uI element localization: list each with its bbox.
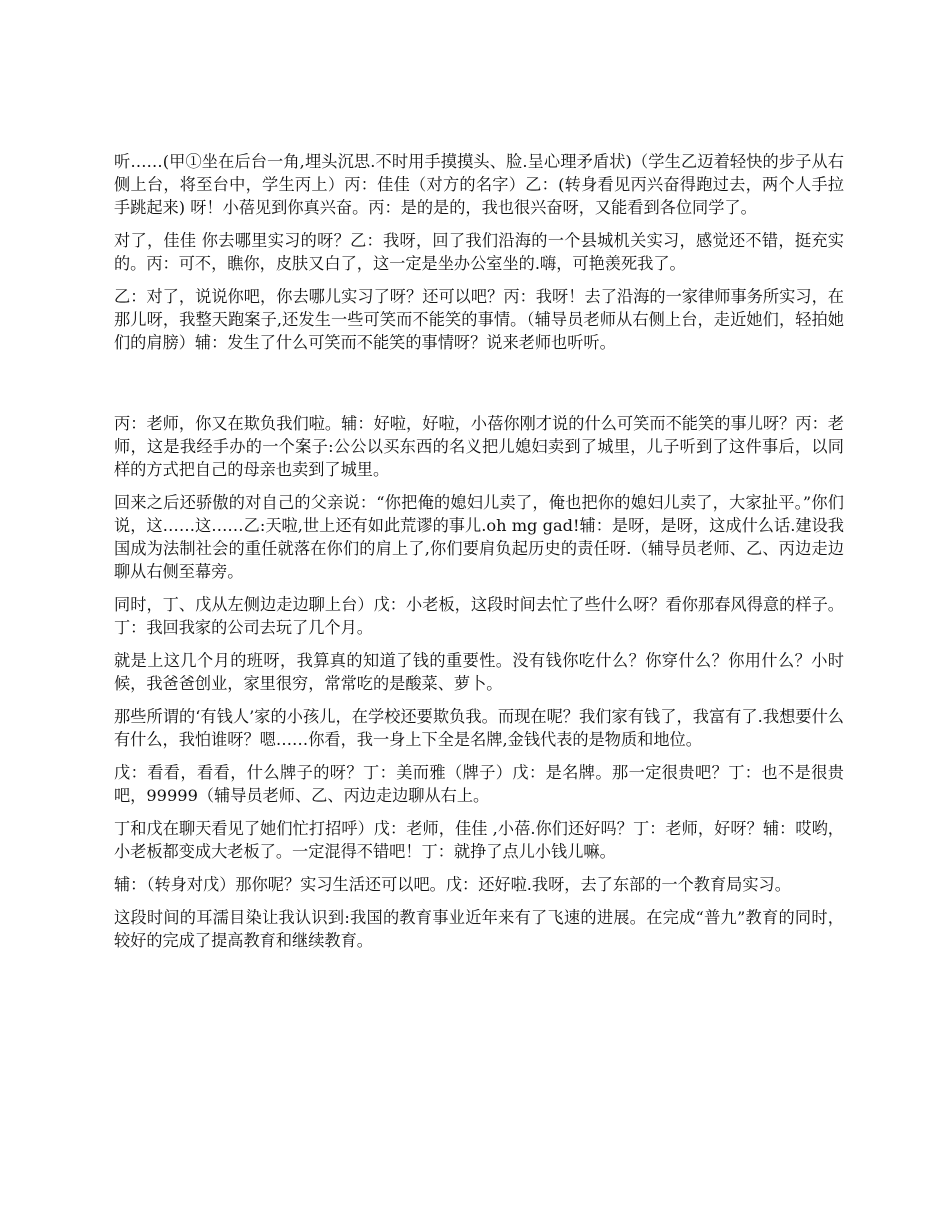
document-page xyxy=(114,150,844,962)
paragraph: 辅：（转身对戊）那你呢？实习生活还可以吧。戊：还好啦.我呀，去了东部的一个教育局实习。 xyxy=(114,875,791,894)
paragraph: 丁和戊在聊天看见了她们忙打招呼）戊：老师，佳佳 ,小蓓.你们还好吗？丁：老师，好呀？辅：哎哟，小老板都变成大老板了。一定混得不错吧！丁：就挣了点儿小钱儿嘛。 xyxy=(114,819,844,861)
paragraph: 回来之后还骄傲的对自己的父亲说：“你把俺的媳妇儿卖了，俺也把你的媳妇儿卖了，大家扯平。”你们说，这……这……乙:天啦,世上还有如此荒谬的事儿.oh mg gad!辅：是呀，是呀，这成什么话.建设我国成为法制社会的重任就落在你们的肩上了,你们要肩负起历史的责任呀.（辅导员老师、乙、丙边走边聊从右侧至幕旁。 xyxy=(114,493,844,581)
paragraph: 就是上这几个月的班呀，我算真的知道了钱的重要性。没有钱你吃什么？你穿什么？你用什么？小时候，我爸爸创业，家里很穷，常常吃的是酸菜、萝卜。 xyxy=(114,651,844,693)
paragraph: 对了，佳佳 你去哪里实习的呀？乙：我呀，回了我们沿海的一个县城机关实习，感觉还不错，挺充实的。丙：可不，瞧你，皮肤又白了，这一定是坐办公室坐的.嗨，可艳羡死我了。 xyxy=(114,231,844,273)
paragraph: 那些所谓的‘有钱人’家的小孩儿，在学校还要欺负我。而现在呢？我们家有钱了，我富有了.我想要什么有什么，我怕谁呀？嗯……你看，我一身上下全是名牌,金钱代表的是物质和地位。 xyxy=(114,707,844,749)
paragraph: 听……(甲①坐在后台一角,埋头沉思.不时用手摸摸头、脸.呈心理矛盾状)（学生乙迈着轻快的步子从右侧上台，将至台中，学生丙上）丙：佳佳（对方的名字）乙：(转身看见丙兴奋得跑过去，两个人手拉手跳起来) 呀！小蓓见到你真兴奋。丙：是的是的，我也很兴奋呀，又能看到各位同学了。 xyxy=(114,152,844,217)
paragraph: 丙：老师，你又在欺负我们啦。辅：好啦，好啦，小蓓你刚才说的什么可笑而不能笑的事儿呀？丙：老师，这是我经手办的一个案子:公公以买东西的名义把儿媳妇卖到了城里，儿子听到了这件事后，以同样的方式把自己的母亲也卖到了城里。 xyxy=(114,414,844,479)
paragraph: 同时，丁、戊从左侧边走边聊上台）戊：小老板，这段时间去忙了些什么呀？看你那春风得意的样子。丁：我回我家的公司去玩了几个月。 xyxy=(114,595,844,637)
paragraph: 乙：对了，说说你吧，你去哪儿实习了呀？还可以吧？丙：我呀！去了沿海的一家律师事务所实习，在那儿呀，我整天跑案子,还发生一些可笑而不能笑的事情。（辅导员老师从右侧上台，走近她们，轻拍她们的肩膀）辅：发生了什么可笑而不能笑的事情呀？说来老师也听听。 xyxy=(114,287,844,352)
paragraph: 这段时间的耳濡目染让我认识到:我国的教育事业近年来有了飞速的进展。在完成“普九”教育的同时，较好的完成了提高教育和继续教育。 xyxy=(114,908,844,950)
paragraph: 戊：看看，看看，什么牌子的呀？丁：美而雅（牌子）戊：是名牌。那一定很贵吧？丁：也不是很贵吧，99999（辅导员老师、乙、丙边走边聊从右上。 xyxy=(114,763,844,805)
section-gap xyxy=(114,364,844,412)
